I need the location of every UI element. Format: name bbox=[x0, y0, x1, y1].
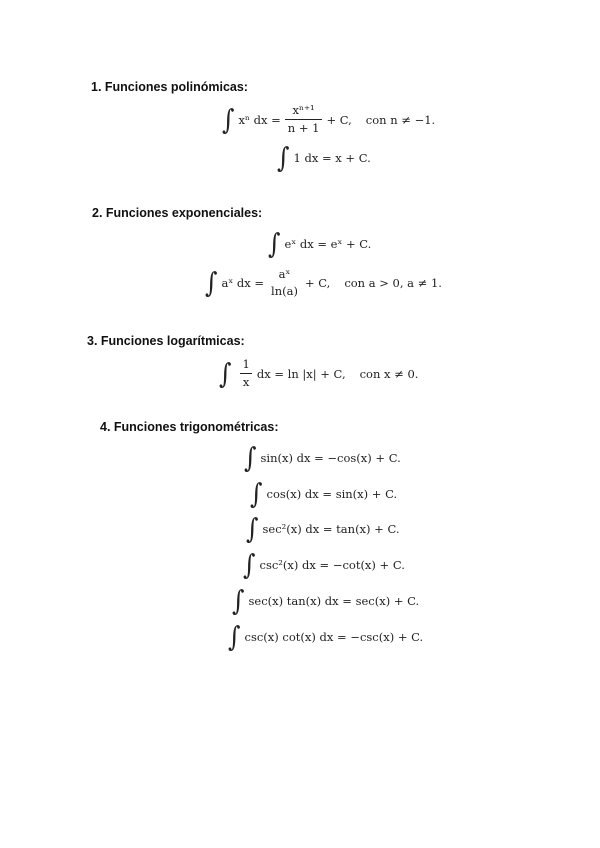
fraction-denominator: ln(a) bbox=[271, 284, 298, 299]
equation-text: eˣ dx = eˣ + C. bbox=[284, 237, 372, 251]
equation-rhs: + C, bbox=[304, 276, 331, 291]
fraction-numerator: aˣ bbox=[278, 267, 291, 281]
fraction-numerator: 1 bbox=[242, 357, 250, 371]
equation-constant bbox=[277, 141, 371, 175]
equation-condition: con x ≠ 0. bbox=[359, 366, 419, 381]
equation-exp-a bbox=[205, 268, 442, 298]
equation-trig-sec-tan bbox=[232, 584, 420, 618]
equation-text: sec²(x) dx = tan(x) + C. bbox=[262, 522, 400, 536]
equation-condition: con a > 0, a ≠ 1. bbox=[344, 276, 442, 291]
section-title-polynomial: 1. Funciones polinómicas: bbox=[91, 80, 248, 94]
equation-text: sin(x) dx = −cos(x) + C. bbox=[260, 451, 401, 465]
integral-sign: ∫ bbox=[244, 441, 257, 475]
integral-sign: ∫ bbox=[219, 357, 232, 390]
equation-trig-csc-cot bbox=[228, 620, 424, 654]
equation-log bbox=[219, 358, 418, 389]
integral-sign: ∫ bbox=[222, 103, 235, 136]
equation-trig-cos bbox=[250, 477, 398, 511]
fraction-numerator: xⁿ⁺¹ bbox=[292, 103, 315, 117]
fraction bbox=[285, 104, 323, 135]
equation-text: cos(x) dx = sin(x) + C. bbox=[266, 487, 398, 501]
integral-sign: ∫ bbox=[250, 477, 263, 511]
integral-sign: ∫ bbox=[205, 267, 218, 300]
fraction bbox=[268, 268, 301, 298]
equation-text: 1 dx = x + C. bbox=[293, 151, 371, 165]
equation-exp-e bbox=[268, 227, 372, 261]
equation-rhs: dx = ln |x| + C, bbox=[256, 366, 346, 381]
equation-text: sec(x) tan(x) dx = sec(x) + C. bbox=[248, 594, 420, 608]
equation-trig-csc2 bbox=[243, 548, 405, 582]
section-title-logarithmic: 3. Funciones logarítmicas: bbox=[87, 334, 245, 348]
integral-sign: ∫ bbox=[243, 548, 256, 582]
equation-text: csc²(x) dx = −cot(x) + C. bbox=[259, 558, 405, 572]
equation-trig-sec2 bbox=[246, 512, 400, 546]
equation-condition: con n ≠ −1. bbox=[365, 112, 436, 127]
equation-power-rule bbox=[222, 104, 435, 135]
fraction bbox=[240, 358, 253, 389]
integral-sign: ∫ bbox=[277, 141, 290, 175]
integral-sign: ∫ bbox=[246, 512, 259, 546]
integral-sign: ∫ bbox=[232, 584, 245, 618]
fraction-denominator: x bbox=[240, 373, 253, 389]
equation-trig-sin bbox=[244, 441, 401, 475]
equation-text: csc(x) cot(x) dx = −csc(x) + C. bbox=[244, 630, 424, 644]
integral-sign: ∫ bbox=[228, 620, 241, 654]
equation-rhs: + C, bbox=[326, 112, 352, 127]
fraction-denominator: n + 1 bbox=[285, 119, 323, 135]
section-title-exponential: 2. Funciones exponenciales: bbox=[92, 206, 263, 220]
integral-sign: ∫ bbox=[268, 227, 281, 261]
equation-lhs: aˣ dx = bbox=[221, 276, 265, 291]
equation-lhs: xⁿ dx = bbox=[238, 112, 281, 127]
section-title-trigonometric: 4. Funciones trigonométricas: bbox=[100, 420, 279, 434]
